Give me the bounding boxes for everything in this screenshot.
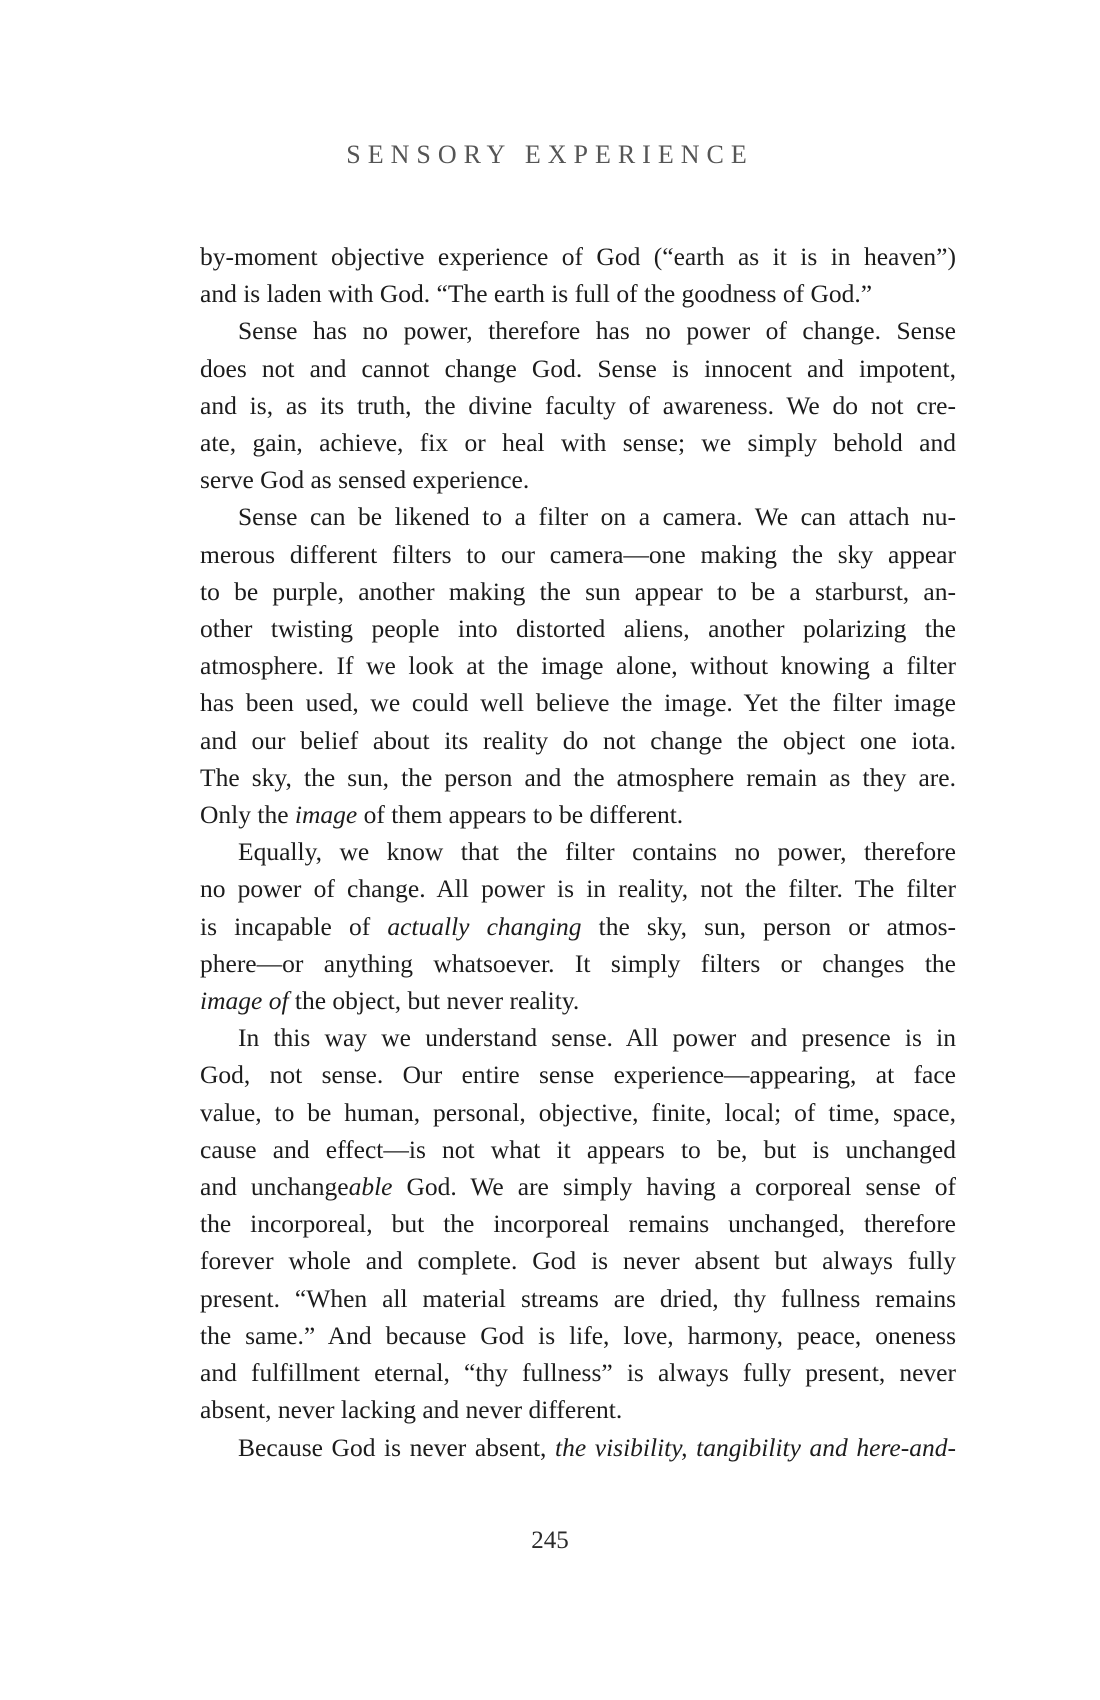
text-run: to be purple, another making the sun appear to be a starburst, an- [200, 576, 956, 606]
text-line [200, 759, 956, 796]
text-line [200, 796, 956, 833]
text-line [200, 387, 956, 424]
paragraph [200, 1429, 956, 1466]
text-line [200, 1168, 956, 1205]
text-run: by-moment objective experience of God (“earth as it is in heaven”) [200, 242, 956, 271]
text-line [200, 275, 956, 312]
text-line [200, 498, 956, 535]
text-line [200, 1019, 956, 1056]
text-run: cause and effect—is not what it appears to be, but is unchanged [200, 1134, 956, 1164]
text-line [200, 312, 956, 349]
text-run: and unchange [200, 1172, 349, 1202]
text-run: Because God is never absent, [238, 1432, 555, 1462]
body-text [200, 238, 956, 1466]
text-line [200, 238, 956, 275]
paragraph [200, 1019, 956, 1428]
text-run: serve God as sensed experience. [200, 465, 530, 495]
text-run: value, to be human, personal, objective, finite, local; of time, space, [200, 1097, 956, 1127]
text-line [200, 573, 956, 610]
text-run: other twisting people into distorted aliens, another polarizing the [200, 614, 956, 644]
italic-text: able [348, 1172, 393, 1202]
paragraph [200, 312, 956, 498]
text-line [200, 1131, 956, 1168]
text-run: merous different filters to our camera—one making the sky appear [200, 539, 956, 569]
paragraph [200, 833, 956, 1019]
text-line [200, 1242, 956, 1279]
text-run: and our belief about its reality do not change the object one iota. [200, 725, 956, 755]
text-run: ate, gain, achieve, fix or heal with sense; we simply behold and [200, 428, 956, 458]
italic-text: actually changing [387, 911, 582, 941]
italic-text: image [294, 800, 358, 830]
text-line [200, 1429, 956, 1466]
text-run: the same.” And because God is life, love, harmony, peace, oneness [200, 1320, 956, 1350]
running-head: SENSORY EXPERIENCE [346, 140, 754, 169]
text-line [200, 722, 956, 759]
italic-text: the visibility, tangibility and here-and- [555, 1432, 956, 1462]
text-line [200, 945, 956, 982]
text-run: the object, but never reality. [288, 986, 580, 1016]
text-run: Only the [200, 800, 295, 830]
text-run: present. “When all material streams are dried, thy fullness remains [200, 1283, 956, 1313]
text-run: and is, as its truth, the divine faculty of awareness. We do not cre- [200, 390, 956, 420]
text-line [200, 982, 956, 1019]
text-line [200, 1280, 956, 1317]
text-run: Sense can be likened to a filter on a camera. We can attach nu- [238, 502, 956, 532]
text-run: of them appears to be different. [357, 800, 684, 830]
text-line [200, 684, 956, 721]
text-line [200, 424, 956, 461]
text-run: In this way we understand sense. All power and presence is in [238, 1023, 956, 1053]
paragraph [200, 498, 956, 833]
text-line [200, 350, 956, 387]
text-run: no power of change. All power is in reality, not the filter. The filter [200, 874, 956, 904]
text-run: is incapable of [200, 911, 388, 941]
text-line [200, 1056, 956, 1093]
text-line [200, 908, 956, 945]
text-run: The sky, the sun, the person and the atmosphere remain as they are. [200, 762, 956, 792]
text-run: does not and cannot change God. Sense is innocent and impotent, [200, 353, 956, 383]
text-line [200, 1391, 956, 1428]
text-line [200, 1094, 956, 1131]
italic-text: image of [200, 986, 289, 1016]
text-line [200, 1354, 956, 1391]
text-run: Equally, we know that the filter contains no power, therefore [238, 837, 956, 867]
paragraph [200, 238, 956, 312]
text-run: God. We are simply having a corporeal sense of [392, 1172, 956, 1202]
text-run: forever whole and complete. God is never absent but always fully [200, 1246, 956, 1276]
text-line [200, 461, 956, 498]
text-line [200, 536, 956, 573]
text-run: has been used, we could well believe the image. Yet the filter image [200, 688, 956, 718]
text-run: the sky, sun, person or atmos- [581, 911, 956, 941]
text-line [200, 610, 956, 647]
text-run: Sense has no power, therefore has no power of change. Sense [238, 316, 956, 346]
text-line [200, 870, 956, 907]
page-number: 245 [531, 1527, 569, 1554]
text-run: atmosphere. If we look at the image alone, without knowing a filter [200, 651, 956, 681]
text-run: and is laden with God. “The earth is full of the goodness of God.” [200, 279, 873, 309]
text-run: and fulfillment eternal, “thy fullness” is always fully present, never [200, 1358, 956, 1388]
text-line [200, 647, 956, 684]
text-line [200, 833, 956, 870]
text-line [200, 1205, 956, 1242]
text-run: absent, never lacking and never different. [200, 1395, 623, 1425]
text-line [200, 1317, 956, 1354]
text-run: God, not sense. Our entire sense experience—appearing, at face [200, 1060, 956, 1090]
text-run: the incorporeal, but the incorporeal remains unchanged, therefore [200, 1209, 956, 1239]
text-run: phere—or anything whatsoever. It simply filters or changes the [200, 948, 956, 978]
